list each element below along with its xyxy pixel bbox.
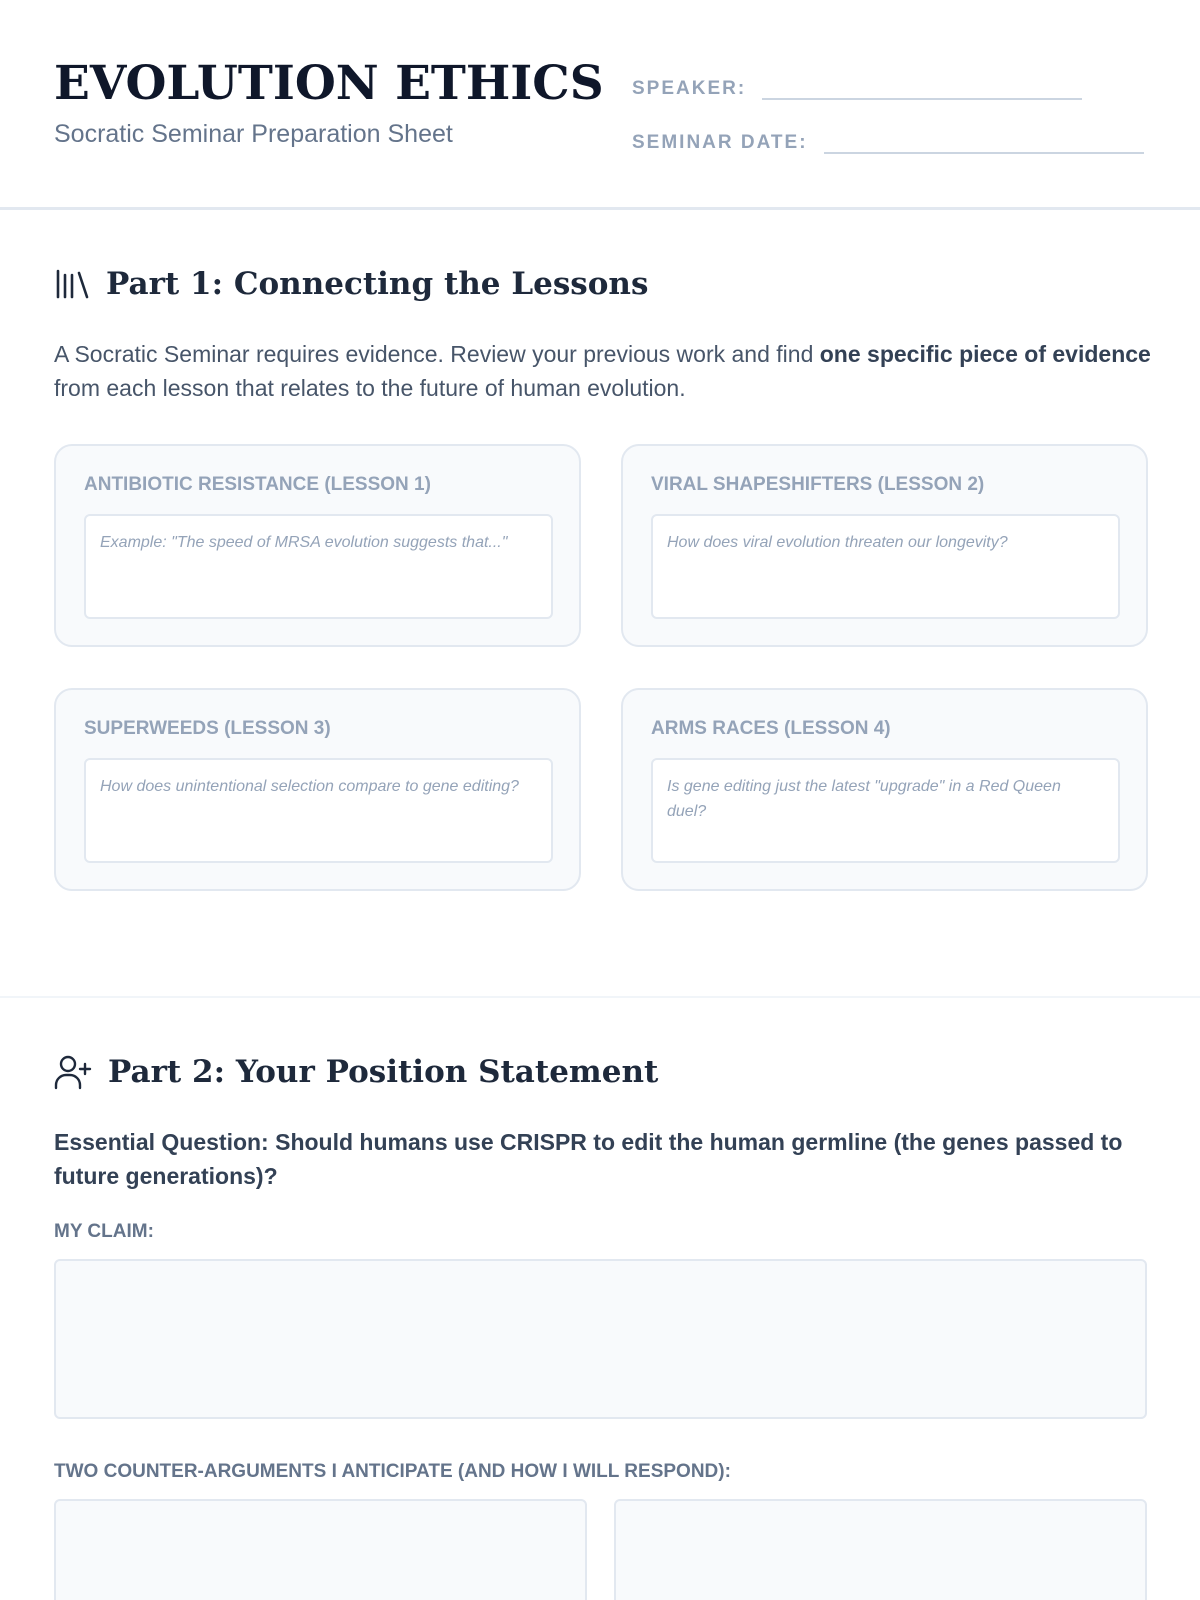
evidence-input[interactable]: How does viral evolution threaten our longevity? <box>651 514 1120 619</box>
part1-heading <box>54 266 648 302</box>
evidence-input[interactable]: How does unintentional selection compare to gene editing? <box>84 758 553 863</box>
lesson-card-label: ANTIBIOTIC RESISTANCE (LESSON 1) <box>84 474 431 495</box>
lesson-card-label: VIRAL SHAPESHIFTERS (LESSON 2) <box>651 474 985 495</box>
section-divider <box>0 996 1200 998</box>
seminar-date-label: SEMINAR DATE: <box>632 132 808 153</box>
intro-text-end: from each lesson that relates to the future of human evolution. <box>54 375 686 401</box>
claim-textarea[interactable] <box>54 1259 1147 1419</box>
part2-heading <box>54 1054 658 1090</box>
essential-question: Essential Question: Should humans use CRISPR to edit the human germline (the genes passed to future generations)? <box>54 1129 1123 1189</box>
intro-text-start: A Socratic Seminar requires evidence. Review your previous work and find <box>54 341 820 367</box>
lesson-card-antibiotic-resistance <box>54 444 581 647</box>
part1-intro <box>54 337 1154 405</box>
lesson-card-superweeds <box>54 688 581 891</box>
lesson-card-arms-races <box>621 688 1148 891</box>
evidence-input[interactable]: Example: "The speed of MRSA evolution suggests that..." <box>84 514 553 619</box>
speaker-row <box>632 68 1082 100</box>
counter-argument-2-textarea[interactable] <box>614 1499 1147 1600</box>
speaker-label: SPEAKER: <box>632 78 747 99</box>
intro-text-emphasis: one specific piece of evidence <box>819 341 1151 367</box>
part1-title: Part 1: Connecting the Lessons <box>106 266 649 302</box>
lesson-card-viral-shapeshifters <box>621 444 1148 647</box>
sheet-header <box>0 0 1200 210</box>
counter-arguments-label: TWO COUNTER-ARGUMENTS I ANTICIPATE (AND HOW I WILL RESPOND): <box>54 1461 731 1482</box>
part2-title: Part 2: Your Position Statement <box>108 1054 659 1090</box>
lesson-card-label: ARMS RACES (LESSON 4) <box>651 718 891 739</box>
speaker-field[interactable] <box>762 68 1082 100</box>
page-subtitle: Socratic Seminar Preparation Sheet <box>54 120 453 148</box>
claim-label: MY CLAIM: <box>54 1221 154 1242</box>
seminar-date-field[interactable] <box>824 122 1144 154</box>
user-plus-icon <box>54 1054 92 1090</box>
counter-argument-1-textarea[interactable] <box>54 1499 587 1600</box>
library-icon <box>54 267 90 301</box>
page-title: EVOLUTION ETHICS <box>54 56 604 111</box>
lesson-card-label: SUPERWEEDS (LESSON 3) <box>84 718 331 739</box>
evidence-input[interactable]: Is gene editing just the latest "upgrade" in a Red Queen duel? <box>651 758 1120 863</box>
seminar-date-row <box>632 122 1144 154</box>
